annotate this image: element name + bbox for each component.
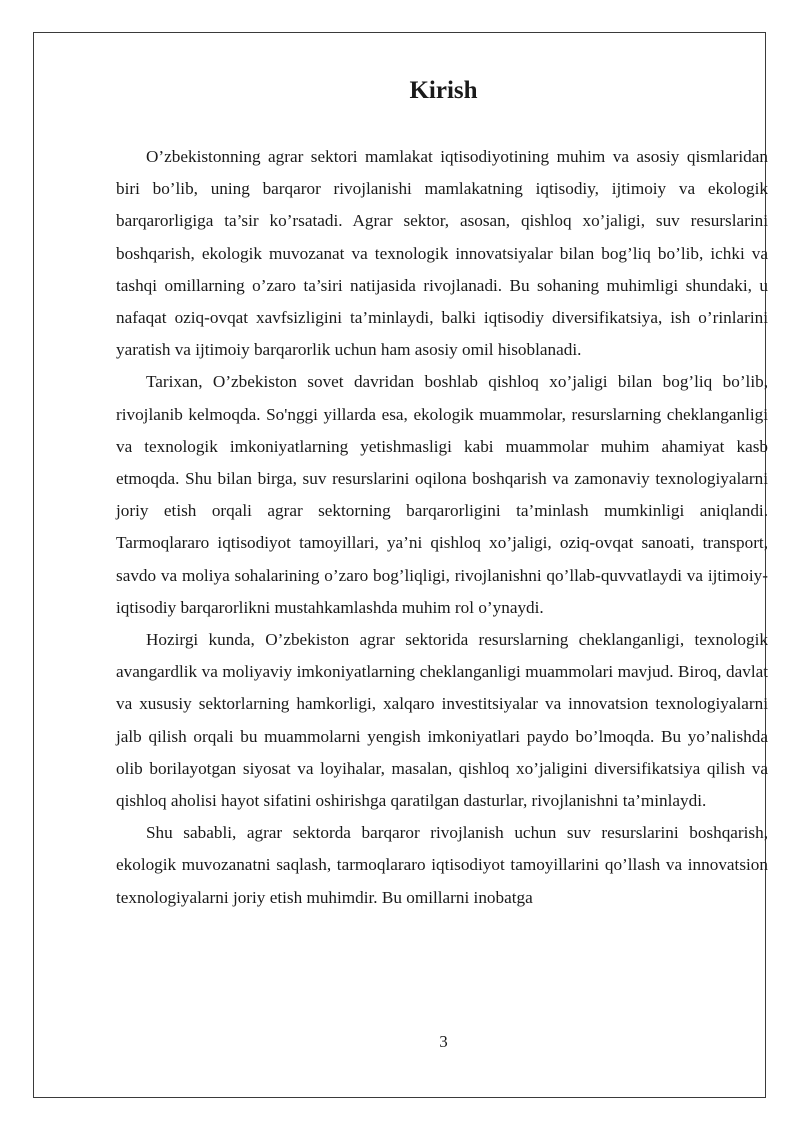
paragraph-3: Hozirgi kunda, O’zbekiston agrar sektorida resurslarning cheklanganligi, texnologik avangardlik va moliyaviy imkoniyatlarning cheklanganligi muammolari mavjud. Biroq, davlat va xususiy sektorlarning hamkorligi, xalqaro investitsiyalar va innovatsion texnologiyalarni jalb qilish orqali bu muammolarni yengish imkoniyatlari paydo bo’lmoqda. Bu yo’nalishda olib borilayotgan siyosat va loyihalar, masalan, qishloq xo’jaligini diversifikatsiya qilish va qishloq aholisi hayot sifatini oshirishga qaratilgan dasturlar, rivojlanishni ta’minlaydi. — [116, 630, 768, 811]
document-body — [116, 141, 768, 914]
paragraph-2: Tarixan, O’zbekiston sovet davridan boshlab qishloq xo’jaligi bilan bog’liq bo’lib, rivojlanib kelmoqda. So'nggi yillarda esa, ekologik muammolar, resurslarning cheklanganligi va texnologik imkoniyatlarning yetishmasligi kabi muammolar muhim ahamiyat kasb etmoqda. Shu bilan birga, suv resurslarini oqilona boshqarish va zamonaviy texnologiyalarni joriy etish orqali agrar sektorning barqarorligini ta’minlash mumkinligi aniqlandi. Tarmoqlararo iqtisodiyot tamoyillari, ya’ni qishloq xo’jaligi, oziq-ovqat sanoati, transport, savdo va moliya sohalarining o’zaro bog’liqligi, rivojlanishni qo’llab-quvvatlaydi va ijtimoiy-iqtisodiy barqarorlikni mustahkamlashda muhim rol o’ynaydi. — [116, 372, 768, 617]
paragraph-4: Shu sababli, agrar sektorda barqaror rivojlanish uchun suv resurslarini boshqarish, ekologik muvozanatni saqlash, tarmoqlararo iqtisodiyot tamoyillarini qo’llash va innovatsion texnologiyalarni joriy etish muhimdir. Bu omillarni inobatga — [116, 823, 768, 907]
paragraph-1: O’zbekistonning agrar sektori mamlakat iqtisodiyotining muhim va asosiy qismlaridan biri bo’lib, uning barqaror rivojlanishi mamlakatning iqtisodiy, ijtimoiy va ekologik barqarorligiga ta’sir ko’rsatadi. Agrar sektor, asosan, qishloq xo’jaligi, suv resurslarini boshqarish, ekologik muvozanat va texnologik innovatsiyalar bilan bog’liq bo’lib, ichki va tashqi omillarning o’zaro ta’siri natijasida rivojlanadi. Bu sohaning muhimligi shundaki, u nafaqat oziq-ovqat xavfsizligini ta’minlaydi, balki iqtisodiy diversifikatsiya, ish o’rinlarini yaratish va ijtimoiy barqarorlik uchun ham asosiy omil hisoblanadi. — [116, 147, 768, 360]
page-number: 3 — [439, 1032, 448, 1051]
page-title: Kirish — [409, 77, 478, 104]
